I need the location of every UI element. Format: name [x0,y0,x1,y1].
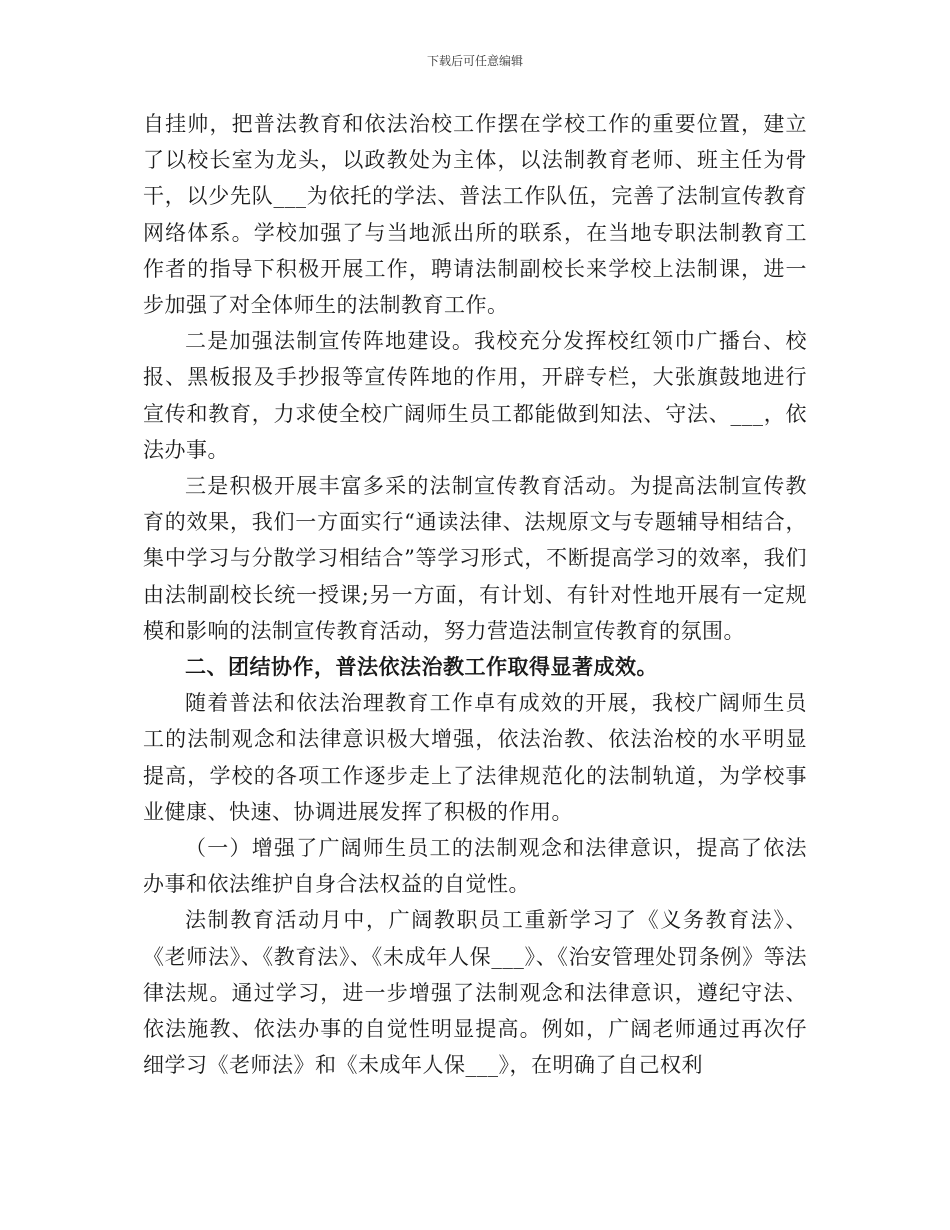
paragraph-law-study: 法制教育活动月中，广阔教职员工重新学习了《义务教育法》、《老师法》、《教育法》、《未成年人保___》、《治安管理处罚条例》等法律法规。通过学习，进一步增强了法制观念和法律意识，遵纪守法、依法施教、依法办事的自觉性明显提高。例如，广阔老师通过再次仔细学习《老师法》和《未成年人保___》，在明确了自己权利 [143,908,807,1078]
paragraph-achievements: 随着普法和依法治理教育工作卓有成效的开展，我校广阔师生员工的法制观念和法律意识极大增强，依法治教、依法治校的水平明显提高，学校的各项工作逐步走上了法律规范化的法制轨道，为学校事业健康、快速、协调进展发挥了积极的作用。 [143,691,807,824]
page-header: 下载后可任意编辑 [426,54,523,68]
document-body [143,106,807,1083]
paragraph-activities: 三是积极开展丰富多采的法制宣传教育活动。为提高法制宣传教育的效果，我们一方面实行“通读法律、法规原文与专题辅导相结合，集中学习与分散学习相结合”等学习形式，不断提高学习的效率，我们由法制副校长统一授课;另一方面，有计划、有针对性地开展有一定规模和影响的法制宣传教育活动，努力营造法制宣传教育的氛围。 [143,474,807,643]
subheading-awareness: （一）增强了广阔师生员工的法制观念和法律意识，提高了依法办事和依法维护自身合法权益的自觉性。 [143,836,807,897]
section-heading-achievements: 二、团结协作，普法依法治教工作取得显著成效。 [185,654,658,680]
paragraph-publicity-base: 二是加强法制宣传阵地建设。我校充分发挥校红领巾广播台、校报、黑板报及手抄报等宣传阵地的作用，开辟专栏，大张旗鼓地进行宣传和教育，力求使全校广阔师生员工都能做到知法、守法、___，依法办事。 [143,329,807,462]
paragraph-leadership: 自挂帅，把普法教育和依法治校工作摆在学校工作的重要位置，建立了以校长室为龙头，以政教处为主体，以法制教育老师、班主任为骨干，以少先队___为依托的学法、普法工作队伍，完善了法制宣传教育网络体系。学校加强了与当地派出所的联系，在当地专职法制教育工作者的指导下积极开展工作，聘请法制副校长来学校上法制课，进一步加强了对全体师生的法制教育工作。 [143,112,807,318]
